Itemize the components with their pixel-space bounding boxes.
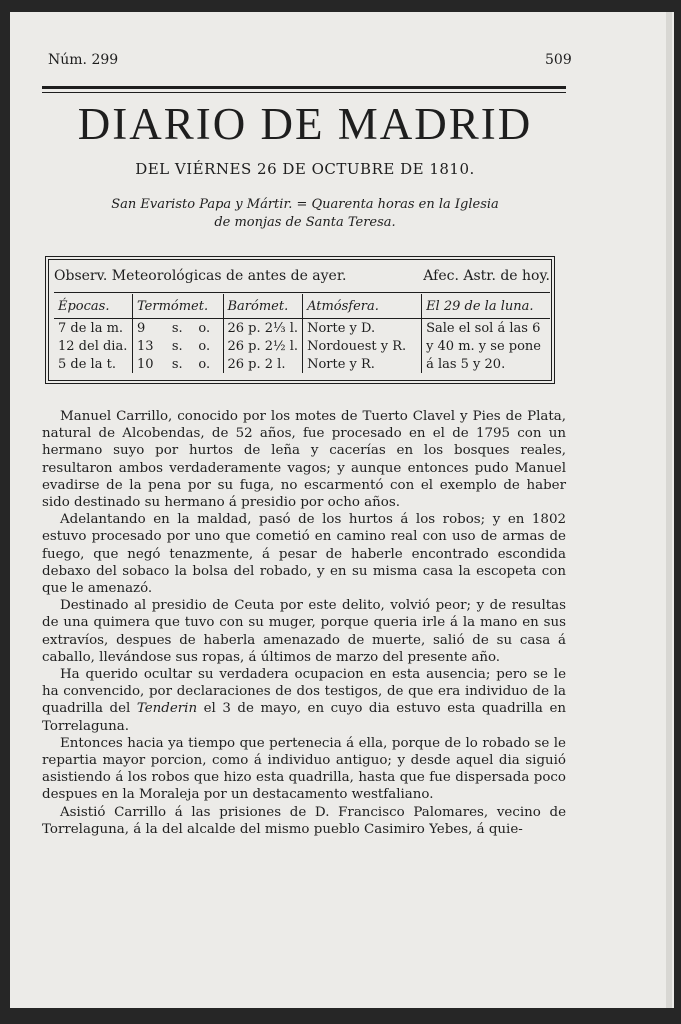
paragraph: Manuel Carrillo, conocido por los motes de Tuerto Clavel y Pies de Plata, natural de Alcobendas, de 52 años, fue procesado en el de 1795 con un hermano suyo por hurtos de leña y cacerías en los bosques reales, resultaron ambos verdaderamente vagos; y aunque entonces pudo Manuel evadirse de la pena por su fuga, no escarmentó con el exemplo de haber sido destinado su hermano á presidio por ocho años. <box>42 409 566 511</box>
saints-of-the-day <box>40 196 570 232</box>
barometro-cell: 26 p. 2½ l. <box>223 337 303 355</box>
temp-cell: 9 <box>137 320 146 336</box>
temp-s-cell: s. <box>171 338 183 354</box>
weather-title: Observ. Meteorológicas de antes de ayer. <box>54 268 347 284</box>
issue-number: Núm. 299 <box>48 52 119 68</box>
masthead-title: DIARIO DE MADRID <box>77 99 533 149</box>
date-line: DEL VIÉRNES 26 DE OCTUBRE DE 1810. <box>135 160 475 178</box>
page-edge <box>666 12 672 1008</box>
temp-cell: 10 <box>137 356 154 372</box>
col-atmosfera: Atmósfera. <box>303 294 422 319</box>
paragraph: Entonces hacia ya tiempo que pertenecia á ella, porque de lo robado se le repartia mayor porcion, como á individuo antiguo; y desde aquel dia siguió asistiendo á los robos que hizo esta quadrilla, hasta que fue dispersada poco despues en la Moraleja por un destacamento westfaliano. <box>42 735 566 803</box>
saints-line-1: San Evaristo Papa y Mártir. = Quarenta horas en la Iglesia <box>111 197 499 212</box>
gang-name: Tenderin <box>136 701 198 717</box>
weather-box-header <box>54 268 550 284</box>
col-barometro: Barómet. <box>223 294 303 319</box>
astro-title: Afec. Astr. de hoy. <box>423 268 550 284</box>
paragraph: Asistió Carrillo á las prisiones de D. Francisco Palomares, vecino de Torrelaguna, á la del alcalde del mismo pueblo Casimiro Yebes, á quie- <box>42 804 566 837</box>
epoca-cell: 5 de la t. <box>54 355 133 373</box>
temp-cell: 13 <box>137 338 154 354</box>
epoca-cell: 12 del dia. <box>54 337 133 355</box>
luna-cell: y 40 m. y se pone <box>426 338 541 354</box>
weather-table <box>54 294 550 373</box>
article-body <box>42 408 566 838</box>
weather-row <box>54 355 550 373</box>
temp-o-cell: o. <box>194 355 223 373</box>
temp-o-cell: o. <box>194 337 223 355</box>
atmosfera-cell: Norte y R. <box>303 355 422 373</box>
barometro-cell: 26 p. 2 l. <box>223 355 303 373</box>
barometro-cell: 26 p. 2⅓ l. <box>223 319 303 338</box>
luna-cell: á las 5 y 20. <box>426 356 506 372</box>
col-luna: El 29 de la luna. <box>422 294 550 319</box>
top-rule-thick <box>42 86 566 89</box>
page-number: 509 <box>545 52 572 68</box>
atmosfera-cell: Norte y D. <box>303 319 422 338</box>
weather-table-header <box>54 294 550 319</box>
weather-divider <box>54 292 550 293</box>
paragraph-text: Ha querido ocultar su verdadera ocupacion en esta ausencia; pero se le ha convencido, por declaraciones de dos testigos, de que era individuo de la quadrilla del <box>42 667 566 717</box>
weather-row <box>54 337 550 355</box>
col-epocas: Épocas. <box>54 294 133 319</box>
paragraph-text: el 3 de mayo, en cuyo dia estuvo esta quadrilla en Torrelaguna. <box>42 701 567 734</box>
temp-o-cell: o. <box>194 319 223 338</box>
atmosfera-cell: Nordouest y R. <box>303 337 422 355</box>
paragraph <box>42 666 566 735</box>
paragraph: Destinado al presidio de Ceuta por este delito, volvió peor; y de resultas de una quimera que tuvo con su muger, porque queria irle á la mano en sus extravíos, despues de haberla amenazado de muerte, salió de su casa á caballo, llevándose sus ropas, á últimos de marzo del presente año. <box>42 598 566 665</box>
temp-s-cell: s. <box>171 320 183 336</box>
saints-line-2: de monjas de Santa Teresa. <box>214 215 396 230</box>
col-termometro: Termómet. <box>133 294 224 319</box>
epoca-cell: 7 de la m. <box>54 319 133 338</box>
luna-cell: Sale el sol á las 6 <box>426 320 541 336</box>
temp-s-cell: s. <box>171 356 183 372</box>
paragraph: Adelantando en la maldad, pasó de los hurtos á los robos; y en 1802 estuvo procesado por uno que cometió en camino real con uso de armas de fuego, que negó tenazmente, á pesar de haberle encontrado escondida debaxo del sobaco la bolsa del robado, y en su misma casa la escopeta con que le amenazó. <box>42 512 566 597</box>
weather-row <box>54 319 550 338</box>
top-rule-thin <box>42 92 566 93</box>
